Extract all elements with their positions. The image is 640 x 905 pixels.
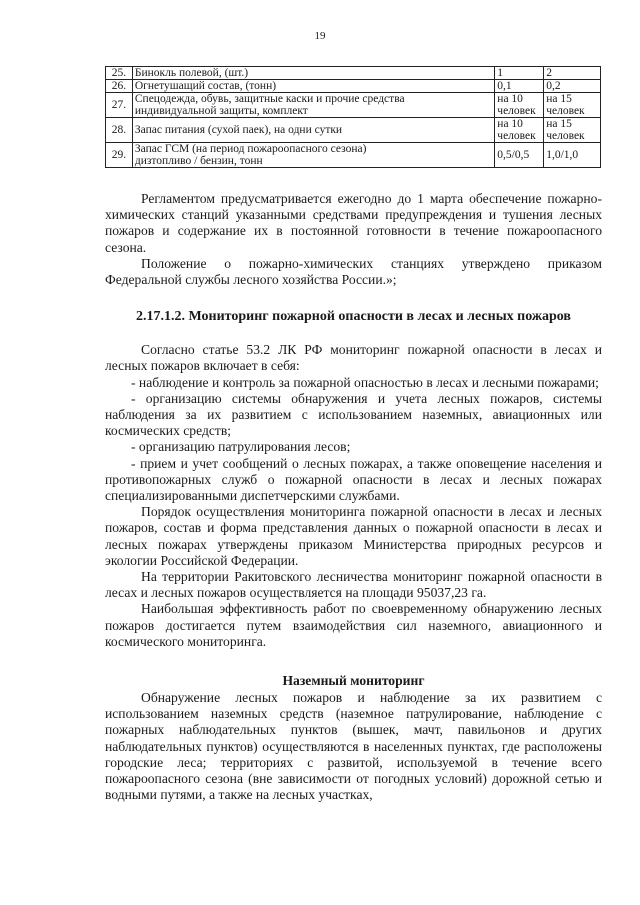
table-row xyxy=(106,93,601,118)
list-item: - организацию системы обнаружения и учета лесных пожаров, системы наблюдения за их развитием с использованием наземных, авиационных или космических средств; xyxy=(105,390,602,439)
table-row xyxy=(106,67,601,80)
cell-quantity-2 xyxy=(544,93,601,118)
cell-item-name xyxy=(132,80,494,93)
list-item: - организацию патрулирования лесов; xyxy=(131,439,351,455)
cell-quantity-1 xyxy=(495,80,544,93)
cell-item-name xyxy=(132,143,494,168)
page-number: 19 xyxy=(314,30,326,42)
paragraph-procedure: Порядок осуществления мониторинга пожарной опасности в лесах и лесных пожаров, состав и форма представления данных о пожарной опасности в лесах и лесных пожарах утверждены приказом Министерства природных ресурсов и экологии Российской Федерации. xyxy=(105,504,602,568)
list-item: - наблюдение и контроль за пожарной опасностью в лесах и лесными пожарами; xyxy=(131,374,599,390)
cell-row-number: 27. xyxy=(106,93,133,118)
cell-item-name xyxy=(132,118,494,143)
subsection-title: Наземный мониторинг xyxy=(282,673,425,689)
resources-table xyxy=(105,66,601,168)
paragraph-territory: На территории Ракитовского лесничества мониторинг пожарной опасности в лесах и лесных пожаров осуществляется на площади 95037,23 га. xyxy=(105,569,602,601)
quantity-1-line: 0,1 xyxy=(497,80,512,92)
quantity-2-line: на 15 xyxy=(546,118,572,130)
cell-quantity-1 xyxy=(495,67,544,80)
quantity-2-line: на 15 xyxy=(546,93,572,105)
cell-row-number: 29. xyxy=(106,143,133,168)
cell-item-name xyxy=(132,93,494,118)
cell-quantity-1 xyxy=(495,118,544,143)
quantity-2-line: человек xyxy=(546,130,585,142)
quantity-2-line: 2 xyxy=(546,67,552,79)
item-name-line: Запас ГСМ (на период пожароопасного сезона) xyxy=(134,143,367,155)
paragraph-intro: Согласно статье 53.2 ЛК РФ мониторинг пожарной опасности в лесах и лесных пожаров включает в себя: xyxy=(105,342,602,374)
cell-quantity-2 xyxy=(544,143,601,168)
cell-quantity-1 xyxy=(495,93,544,118)
cell-item-name xyxy=(132,67,494,80)
table-row xyxy=(106,80,601,93)
item-name-line: дизтопливо / бензин, тонн xyxy=(134,155,263,167)
cell-row-number: 28. xyxy=(106,118,133,143)
item-name-line: индивидуальной защиты, комплект xyxy=(134,105,308,117)
document-body xyxy=(105,191,602,804)
table-row xyxy=(106,118,601,143)
paragraph-ground-monitoring: Обнаружение лесных пожаров и наблюдение за их развитием с использованием наземных средств (наземное патрулирование, наблюдение с пожарных наблюдательных пунктов (вышек, мачт, павильонов и других наблюдательных пунктов) осуществляются в населенных пунктах, где расположены городские леса; территориях с развитой, используемой в течение всего пожароопасного сезона (вне зависимости от погодных условий) дорожной сетью и водными путями, а также на лесных участках, xyxy=(105,690,602,803)
cell-quantity-2 xyxy=(544,118,601,143)
cell-row-number: 26. xyxy=(106,80,133,93)
quantity-2-line: 0,2 xyxy=(546,80,561,92)
cell-quantity-2 xyxy=(544,80,601,93)
item-name-line: Спецодежда, обувь, защитные каски и прочие средства xyxy=(134,93,405,105)
quantity-1-line: 0,5/0,5 xyxy=(497,149,530,161)
section-title: 2.17.1.2. Мониторинг пожарной опасности в лесах и лесных пожаров xyxy=(136,309,571,325)
cell-row-number: 25. xyxy=(106,67,133,80)
quantity-1-line: на 10 xyxy=(497,118,523,130)
quantity-1-line: человек xyxy=(497,105,536,117)
paragraph-regulation-approval: Положение о пожарно-химических станциях утверждено приказом Федеральной службы лесного хозяйства России.»; xyxy=(105,255,602,288)
quantity-1-line: 1 xyxy=(497,67,504,79)
quantity-2-line: человек xyxy=(546,105,585,117)
paragraph-efficiency: Наибольшая эффективность работ по своевременному обнаружению лесных пожаров достигается путем взаимодействия сил наземного, авиационного и космического мониторинга. xyxy=(105,601,602,649)
item-name-line: Запас питания (сухой паек), на одни сутки xyxy=(134,124,343,136)
item-name-line: Бинокль полевой, (шт.) xyxy=(134,67,249,79)
quantity-1-line: на 10 xyxy=(497,93,523,105)
quantity-1-line: человек xyxy=(497,130,536,142)
quantity-2-line: 1,0/1,0 xyxy=(546,149,579,161)
item-name-line: Огнетушащий состав, (тонн) xyxy=(134,80,277,92)
paragraph-regulation: Регламентом предусматривается ежегодно до 1 марта обеспечение пожарно-химических станций указанными средствами предупреждения и тушения лесных пожаров и содержание их в постоянной готовности в течение пожароопасного сезона. xyxy=(105,191,602,255)
cell-quantity-2 xyxy=(544,67,601,80)
cell-quantity-1 xyxy=(495,143,544,168)
list-item: - прием и учет сообщений о лесных пожарах, а также оповещение населения и противопожарных служб о пожарной опасности в лесах и лесных пожарах специализированными диспетчерскими службами. xyxy=(105,455,602,504)
table-row xyxy=(106,143,601,168)
